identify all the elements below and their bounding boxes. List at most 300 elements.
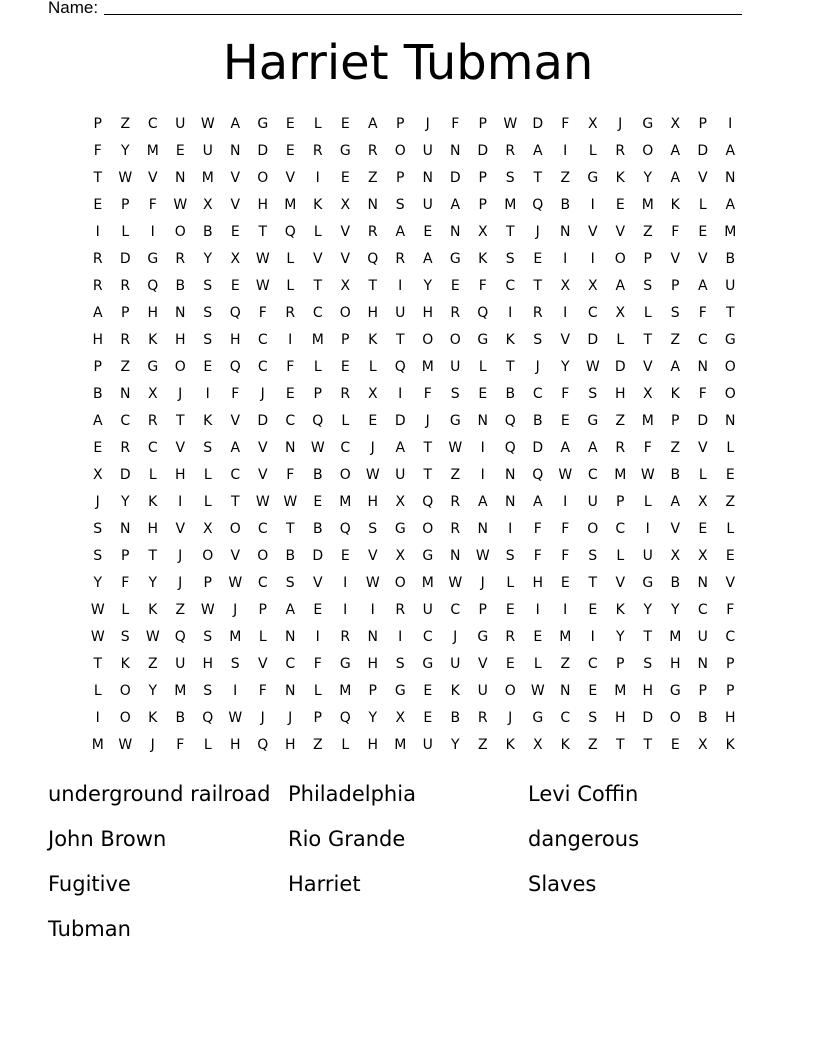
grid-letter[interactable]: G	[477, 629, 489, 645]
grid-letter[interactable]: L	[313, 359, 322, 375]
grid-letter[interactable]: R	[367, 224, 378, 240]
grid-letter[interactable]: J	[425, 116, 430, 132]
grid-letter[interactable]: V	[147, 170, 158, 186]
grid-letter[interactable]: A	[697, 278, 708, 294]
grid-letter[interactable]: W	[228, 710, 243, 726]
grid-letter[interactable]: R	[395, 251, 406, 267]
grid-letter[interactable]: C	[587, 467, 598, 483]
grid-letter[interactable]: G	[587, 413, 599, 429]
grid-letter[interactable]: X	[395, 494, 406, 510]
grid-letter[interactable]: T	[423, 440, 433, 456]
grid-letter[interactable]: D	[642, 710, 654, 726]
grid-letter[interactable]: Q	[532, 197, 544, 213]
grid-letter[interactable]: I	[728, 116, 733, 132]
grid-letter[interactable]: M	[339, 494, 352, 510]
grid-letter[interactable]: X	[532, 737, 543, 753]
grid-letter[interactable]: G	[724, 332, 736, 348]
grid-letter[interactable]: Z	[175, 602, 186, 618]
grid-letter[interactable]: X	[587, 116, 598, 132]
grid-letter[interactable]: Y	[93, 575, 103, 591]
grid-letter[interactable]: G	[477, 332, 489, 348]
grid-letter[interactable]: Y	[643, 170, 653, 186]
grid-letter[interactable]: Z	[725, 494, 736, 510]
grid-letter[interactable]: H	[284, 737, 296, 753]
grid-letter[interactable]: O	[174, 359, 186, 375]
grid-letter[interactable]: R	[615, 440, 626, 456]
grid-letter[interactable]: V	[697, 251, 708, 267]
grid-letter[interactable]: Q	[174, 629, 186, 645]
grid-letter[interactable]: B	[312, 521, 323, 537]
grid-letter[interactable]: K	[478, 251, 488, 267]
grid-letter[interactable]: P	[478, 170, 487, 186]
grid-letter[interactable]: W	[200, 602, 215, 618]
grid-letter[interactable]: F	[561, 116, 570, 132]
grid-letter[interactable]: F	[478, 278, 487, 294]
grid-letter[interactable]: C	[230, 467, 241, 483]
grid-letter[interactable]: S	[203, 278, 213, 294]
grid-letter[interactable]: W	[90, 629, 105, 645]
grid-letter[interactable]: J	[260, 710, 265, 726]
grid-letter[interactable]: V	[257, 440, 268, 456]
grid-letter[interactable]: S	[203, 305, 213, 321]
grid-letter[interactable]: E	[313, 494, 323, 510]
grid-letter[interactable]: Q	[394, 359, 406, 375]
grid-letter[interactable]: R	[505, 143, 516, 159]
grid-letter[interactable]: M	[174, 683, 187, 699]
grid-letter[interactable]: V	[312, 251, 323, 267]
grid-letter[interactable]: S	[533, 332, 543, 348]
grid-letter[interactable]: D	[614, 359, 626, 375]
grid-letter[interactable]: P	[698, 683, 707, 699]
grid-letter[interactable]: I	[563, 251, 568, 267]
grid-letter[interactable]: C	[560, 710, 571, 726]
grid-letter[interactable]: N	[230, 143, 241, 159]
grid-letter[interactable]: G	[642, 575, 654, 591]
grid-letter[interactable]: Z	[670, 332, 681, 348]
grid-letter[interactable]: R	[175, 251, 186, 267]
grid-letter[interactable]: P	[726, 656, 735, 672]
grid-letter[interactable]: W	[448, 575, 463, 591]
grid-letter[interactable]: F	[561, 548, 570, 564]
grid-letter[interactable]: I	[343, 602, 348, 618]
grid-letter[interactable]: K	[148, 332, 158, 348]
grid-letter[interactable]: V	[615, 224, 626, 240]
grid-letter[interactable]: K	[560, 737, 570, 753]
grid-letter[interactable]: G	[147, 359, 159, 375]
grid-letter[interactable]: L	[93, 683, 102, 699]
grid-letter[interactable]: X	[670, 116, 681, 132]
grid-letter[interactable]: P	[341, 332, 350, 348]
grid-letter[interactable]: T	[313, 278, 323, 294]
grid-letter[interactable]: E	[423, 224, 433, 240]
grid-letter[interactable]: F	[726, 602, 735, 618]
grid-letter[interactable]: P	[93, 359, 102, 375]
grid-letter[interactable]: T	[505, 224, 515, 240]
grid-letter[interactable]: S	[395, 197, 405, 213]
grid-letter[interactable]: Z	[587, 737, 598, 753]
grid-letter[interactable]: G	[257, 116, 269, 132]
grid-letter[interactable]: L	[258, 629, 267, 645]
grid-letter[interactable]: W	[283, 494, 298, 510]
grid-letter[interactable]: K	[670, 386, 680, 402]
grid-letter[interactable]: K	[505, 332, 515, 348]
grid-letter[interactable]: O	[339, 467, 351, 483]
grid-letter[interactable]: Y	[148, 575, 158, 591]
grid-letter[interactable]: W	[585, 359, 600, 375]
grid-letter[interactable]: Q	[367, 251, 379, 267]
grid-letter[interactable]: S	[203, 332, 213, 348]
grid-letter[interactable]: J	[425, 413, 430, 429]
grid-letter[interactable]: I	[480, 440, 485, 456]
grid-letter[interactable]: W	[200, 116, 215, 132]
grid-letter[interactable]: V	[230, 413, 241, 429]
grid-letter[interactable]: L	[726, 521, 735, 537]
grid-letter[interactable]: I	[508, 521, 513, 537]
grid-letter[interactable]: V	[285, 170, 296, 186]
name-field[interactable]	[48, 0, 742, 19]
grid-letter[interactable]: B	[670, 575, 681, 591]
grid-letter[interactable]: L	[698, 197, 707, 213]
grid-letter[interactable]: D	[587, 332, 599, 348]
grid-letter[interactable]: M	[724, 224, 737, 240]
grid-letter[interactable]: C	[697, 332, 708, 348]
grid-letter[interactable]: H	[367, 494, 379, 510]
grid-letter[interactable]: T	[505, 359, 515, 375]
grid-letter[interactable]: A	[670, 359, 681, 375]
grid-letter[interactable]: G	[532, 710, 544, 726]
grid-letter[interactable]: I	[315, 170, 320, 186]
grid-letter[interactable]: R	[340, 386, 351, 402]
grid-letter[interactable]: H	[229, 737, 241, 753]
grid-letter[interactable]: M	[311, 332, 324, 348]
grid-letter[interactable]: Q	[532, 467, 544, 483]
grid-letter[interactable]: J	[480, 575, 485, 591]
grid-letter[interactable]: V	[725, 575, 736, 591]
grid-letter[interactable]: L	[698, 467, 707, 483]
grid-letter[interactable]: P	[698, 116, 707, 132]
grid-letter[interactable]: N	[367, 197, 378, 213]
grid-letter[interactable]: I	[370, 602, 375, 618]
grid-letter[interactable]: A	[725, 197, 736, 213]
grid-letter[interactable]: Z	[120, 359, 131, 375]
grid-letter[interactable]: K	[203, 413, 213, 429]
grid-letter[interactable]: L	[368, 359, 377, 375]
grid-letter[interactable]: S	[285, 575, 295, 591]
grid-letter[interactable]: J	[453, 629, 458, 645]
grid-letter[interactable]: I	[590, 251, 595, 267]
grid-letter[interactable]: N	[450, 224, 461, 240]
grid-letter[interactable]: J	[178, 386, 183, 402]
grid-letter[interactable]: O	[394, 575, 406, 591]
grid-letter[interactable]: U	[202, 143, 213, 159]
grid-letter[interactable]: P	[671, 278, 680, 294]
grid-letter[interactable]: I	[645, 521, 650, 537]
grid-letter[interactable]: Z	[450, 467, 461, 483]
grid-letter[interactable]: M	[641, 413, 654, 429]
grid-letter[interactable]: Y	[560, 359, 570, 375]
grid-letter[interactable]: E	[230, 224, 240, 240]
grid-letter[interactable]: G	[422, 656, 434, 672]
grid-letter[interactable]: D	[312, 548, 324, 564]
grid-letter[interactable]: P	[93, 116, 102, 132]
grid-letter[interactable]: X	[670, 548, 681, 564]
grid-letter[interactable]: W	[503, 116, 518, 132]
grid-letter[interactable]: I	[590, 197, 595, 213]
grid-letter[interactable]: J	[150, 737, 155, 753]
grid-letter[interactable]: V	[340, 224, 351, 240]
grid-letter[interactable]: I	[535, 602, 540, 618]
grid-letter[interactable]: Z	[670, 440, 681, 456]
grid-letter[interactable]: D	[449, 170, 461, 186]
grid-letter[interactable]: X	[615, 305, 626, 321]
grid-letter[interactable]: F	[643, 440, 652, 456]
grid-letter[interactable]: E	[615, 197, 625, 213]
grid-letter[interactable]: T	[285, 521, 295, 537]
grid-letter[interactable]: U	[422, 602, 433, 618]
grid-letter[interactable]: S	[368, 521, 378, 537]
grid-letter[interactable]: L	[506, 575, 515, 591]
grid-letter[interactable]: Q	[312, 413, 324, 429]
grid-letter[interactable]: X	[395, 710, 406, 726]
grid-letter[interactable]: H	[669, 656, 681, 672]
grid-letter[interactable]: D	[119, 251, 131, 267]
grid-letter[interactable]: L	[588, 143, 597, 159]
grid-letter[interactable]: O	[449, 332, 461, 348]
grid-letter[interactable]: G	[669, 683, 681, 699]
grid-letter[interactable]: L	[313, 116, 322, 132]
grid-letter[interactable]: C	[340, 440, 351, 456]
grid-letter[interactable]: W	[118, 737, 133, 753]
grid-letter[interactable]: A	[615, 278, 626, 294]
grid-letter[interactable]: G	[642, 116, 654, 132]
grid-letter[interactable]: O	[257, 548, 269, 564]
grid-letter[interactable]: R	[532, 305, 543, 321]
grid-letter[interactable]: Q	[477, 305, 489, 321]
grid-letter[interactable]: R	[395, 602, 406, 618]
grid-letter[interactable]: G	[339, 143, 351, 159]
grid-letter[interactable]: T	[533, 170, 543, 186]
grid-letter[interactable]: O	[724, 386, 736, 402]
grid-letter[interactable]: M	[559, 629, 572, 645]
grid-letter[interactable]: E	[340, 116, 350, 132]
grid-letter[interactable]: O	[587, 521, 599, 537]
grid-letter[interactable]: N	[285, 629, 296, 645]
grid-letter[interactable]: C	[285, 656, 296, 672]
grid-letter[interactable]: L	[341, 413, 350, 429]
grid-letter[interactable]: B	[175, 710, 186, 726]
grid-letter[interactable]: N	[175, 305, 186, 321]
grid-letter[interactable]: Y	[203, 251, 213, 267]
grid-letter[interactable]: F	[176, 737, 185, 753]
grid-letter[interactable]: U	[175, 656, 186, 672]
grid-letter[interactable]: A	[670, 170, 681, 186]
grid-letter[interactable]: B	[725, 251, 736, 267]
grid-letter[interactable]: K	[725, 737, 735, 753]
grid-letter[interactable]: F	[698, 386, 707, 402]
grid-letter[interactable]: Y	[423, 278, 433, 294]
grid-letter[interactable]: U	[697, 629, 708, 645]
grid-letter[interactable]: R	[505, 629, 516, 645]
grid-letter[interactable]: S	[588, 710, 598, 726]
grid-letter[interactable]: F	[671, 224, 680, 240]
grid-letter[interactable]: U	[422, 737, 433, 753]
grid-letter[interactable]: R	[92, 278, 103, 294]
grid-letter[interactable]: P	[313, 710, 322, 726]
grid-letter[interactable]: V	[670, 521, 681, 537]
grid-letter[interactable]: F	[93, 143, 102, 159]
grid-letter[interactable]: E	[450, 278, 460, 294]
grid-letter[interactable]: L	[341, 737, 350, 753]
grid-letter[interactable]: F	[286, 359, 295, 375]
grid-letter[interactable]: W	[228, 575, 243, 591]
grid-letter[interactable]: F	[258, 683, 267, 699]
grid-letter[interactable]: B	[175, 278, 186, 294]
grid-letter[interactable]: W	[558, 467, 573, 483]
grid-letter[interactable]: R	[450, 305, 461, 321]
grid-letter[interactable]: A	[670, 494, 681, 510]
grid-letter[interactable]: W	[255, 494, 270, 510]
grid-letter[interactable]: C	[422, 629, 433, 645]
grid-letter[interactable]: F	[258, 305, 267, 321]
grid-letter[interactable]: F	[533, 548, 542, 564]
grid-letter[interactable]: H	[614, 710, 626, 726]
grid-letter[interactable]: Q	[229, 359, 241, 375]
grid-letter[interactable]: A	[230, 440, 241, 456]
grid-letter[interactable]: L	[121, 602, 130, 618]
grid-letter[interactable]: V	[312, 575, 323, 591]
grid-letter[interactable]: C	[312, 305, 323, 321]
grid-letter[interactable]: I	[288, 332, 293, 348]
grid-letter[interactable]: N	[697, 359, 708, 375]
grid-letter[interactable]: P	[203, 575, 212, 591]
grid-letter[interactable]: S	[93, 548, 103, 564]
grid-letter[interactable]: C	[615, 521, 626, 537]
grid-letter[interactable]: S	[120, 629, 130, 645]
grid-letter[interactable]: S	[93, 521, 103, 537]
grid-letter[interactable]: E	[725, 548, 735, 564]
grid-letter[interactable]: L	[286, 251, 295, 267]
grid-letter[interactable]: W	[255, 251, 270, 267]
grid-letter[interactable]: E	[725, 467, 735, 483]
grid-letter[interactable]: M	[284, 197, 297, 213]
grid-letter[interactable]: U	[587, 494, 598, 510]
grid-letter[interactable]: L	[203, 494, 212, 510]
grid-letter[interactable]: I	[233, 683, 238, 699]
grid-letter[interactable]: L	[726, 440, 735, 456]
grid-letter[interactable]: O	[504, 683, 516, 699]
grid-letter[interactable]: L	[203, 737, 212, 753]
grid-letter[interactable]: C	[257, 575, 268, 591]
grid-letter[interactable]: E	[93, 440, 103, 456]
grid-letter[interactable]: P	[478, 197, 487, 213]
grid-letter[interactable]: T	[230, 494, 240, 510]
grid-letter[interactable]: A	[395, 440, 406, 456]
grid-letter[interactable]: E	[560, 575, 570, 591]
grid-letter[interactable]: T	[93, 170, 103, 186]
grid-letter[interactable]: M	[614, 683, 627, 699]
grid-letter[interactable]: V	[257, 656, 268, 672]
grid-letter[interactable]: X	[642, 386, 653, 402]
grid-letter[interactable]: E	[285, 386, 295, 402]
grid-letter[interactable]: X	[202, 521, 213, 537]
grid-letter[interactable]: U	[642, 548, 653, 564]
grid-letter[interactable]: D	[477, 143, 489, 159]
grid-letter[interactable]: F	[451, 116, 460, 132]
grid-letter[interactable]: N	[477, 413, 488, 429]
grid-letter[interactable]: G	[587, 170, 599, 186]
grid-letter[interactable]: I	[150, 224, 155, 240]
grid-letter[interactable]: V	[230, 548, 241, 564]
grid-letter[interactable]: R	[450, 521, 461, 537]
grid-letter[interactable]: J	[535, 359, 540, 375]
grid-letter[interactable]: L	[286, 278, 295, 294]
grid-letter[interactable]: W	[475, 548, 490, 564]
grid-letter[interactable]: R	[450, 494, 461, 510]
grid-letter[interactable]: L	[148, 467, 157, 483]
grid-letter[interactable]: U	[175, 116, 186, 132]
grid-letter[interactable]: E	[230, 278, 240, 294]
grid-letter[interactable]: N	[505, 467, 516, 483]
grid-letter[interactable]: H	[614, 386, 626, 402]
grid-letter[interactable]: B	[697, 710, 708, 726]
grid-letter[interactable]: R	[615, 143, 626, 159]
grid-letter[interactable]: K	[313, 197, 323, 213]
grid-letter[interactable]: T	[643, 737, 653, 753]
grid-letter[interactable]: C	[120, 413, 131, 429]
grid-letter[interactable]: J	[370, 440, 375, 456]
grid-letter[interactable]: L	[643, 305, 652, 321]
grid-letter[interactable]: J	[618, 116, 623, 132]
grid-letter[interactable]: Q	[202, 710, 214, 726]
grid-letter[interactable]: X	[147, 386, 158, 402]
grid-letter[interactable]: O	[202, 548, 214, 564]
grid-letter[interactable]: B	[560, 197, 571, 213]
grid-letter[interactable]: F	[561, 386, 570, 402]
grid-letter[interactable]: P	[258, 602, 267, 618]
grid-letter[interactable]: A	[422, 251, 433, 267]
grid-letter[interactable]: H	[257, 197, 269, 213]
grid-letter[interactable]: H	[202, 656, 214, 672]
grid-letter[interactable]: N	[560, 224, 571, 240]
grid-letter[interactable]: P	[726, 683, 735, 699]
grid-letter[interactable]: C	[257, 359, 268, 375]
grid-letter[interactable]: S	[450, 386, 460, 402]
grid-letter[interactable]: C	[697, 602, 708, 618]
grid-letter[interactable]: K	[148, 710, 158, 726]
grid-letter[interactable]: L	[121, 224, 130, 240]
grid-letter[interactable]: B	[670, 467, 681, 483]
grid-letter[interactable]: D	[697, 413, 709, 429]
grid-letter[interactable]: H	[642, 683, 654, 699]
grid-letter[interactable]: S	[203, 683, 213, 699]
grid-letter[interactable]: J	[95, 494, 100, 510]
grid-letter[interactable]: X	[340, 197, 351, 213]
grid-letter[interactable]: K	[148, 494, 158, 510]
grid-letter[interactable]: T	[643, 332, 653, 348]
grid-letter[interactable]: J	[178, 548, 183, 564]
grid-letter[interactable]: O	[394, 143, 406, 159]
grid-letter[interactable]: E	[698, 521, 708, 537]
grid-letter[interactable]: L	[643, 494, 652, 510]
grid-letter[interactable]: K	[450, 683, 460, 699]
grid-letter[interactable]: Q	[422, 494, 434, 510]
grid-letter[interactable]: Z	[367, 170, 378, 186]
grid-letter[interactable]: S	[643, 278, 653, 294]
grid-letter[interactable]: Z	[147, 656, 158, 672]
grid-letter[interactable]: I	[178, 494, 183, 510]
grid-letter[interactable]: P	[478, 116, 487, 132]
grid-letter[interactable]: O	[614, 251, 626, 267]
